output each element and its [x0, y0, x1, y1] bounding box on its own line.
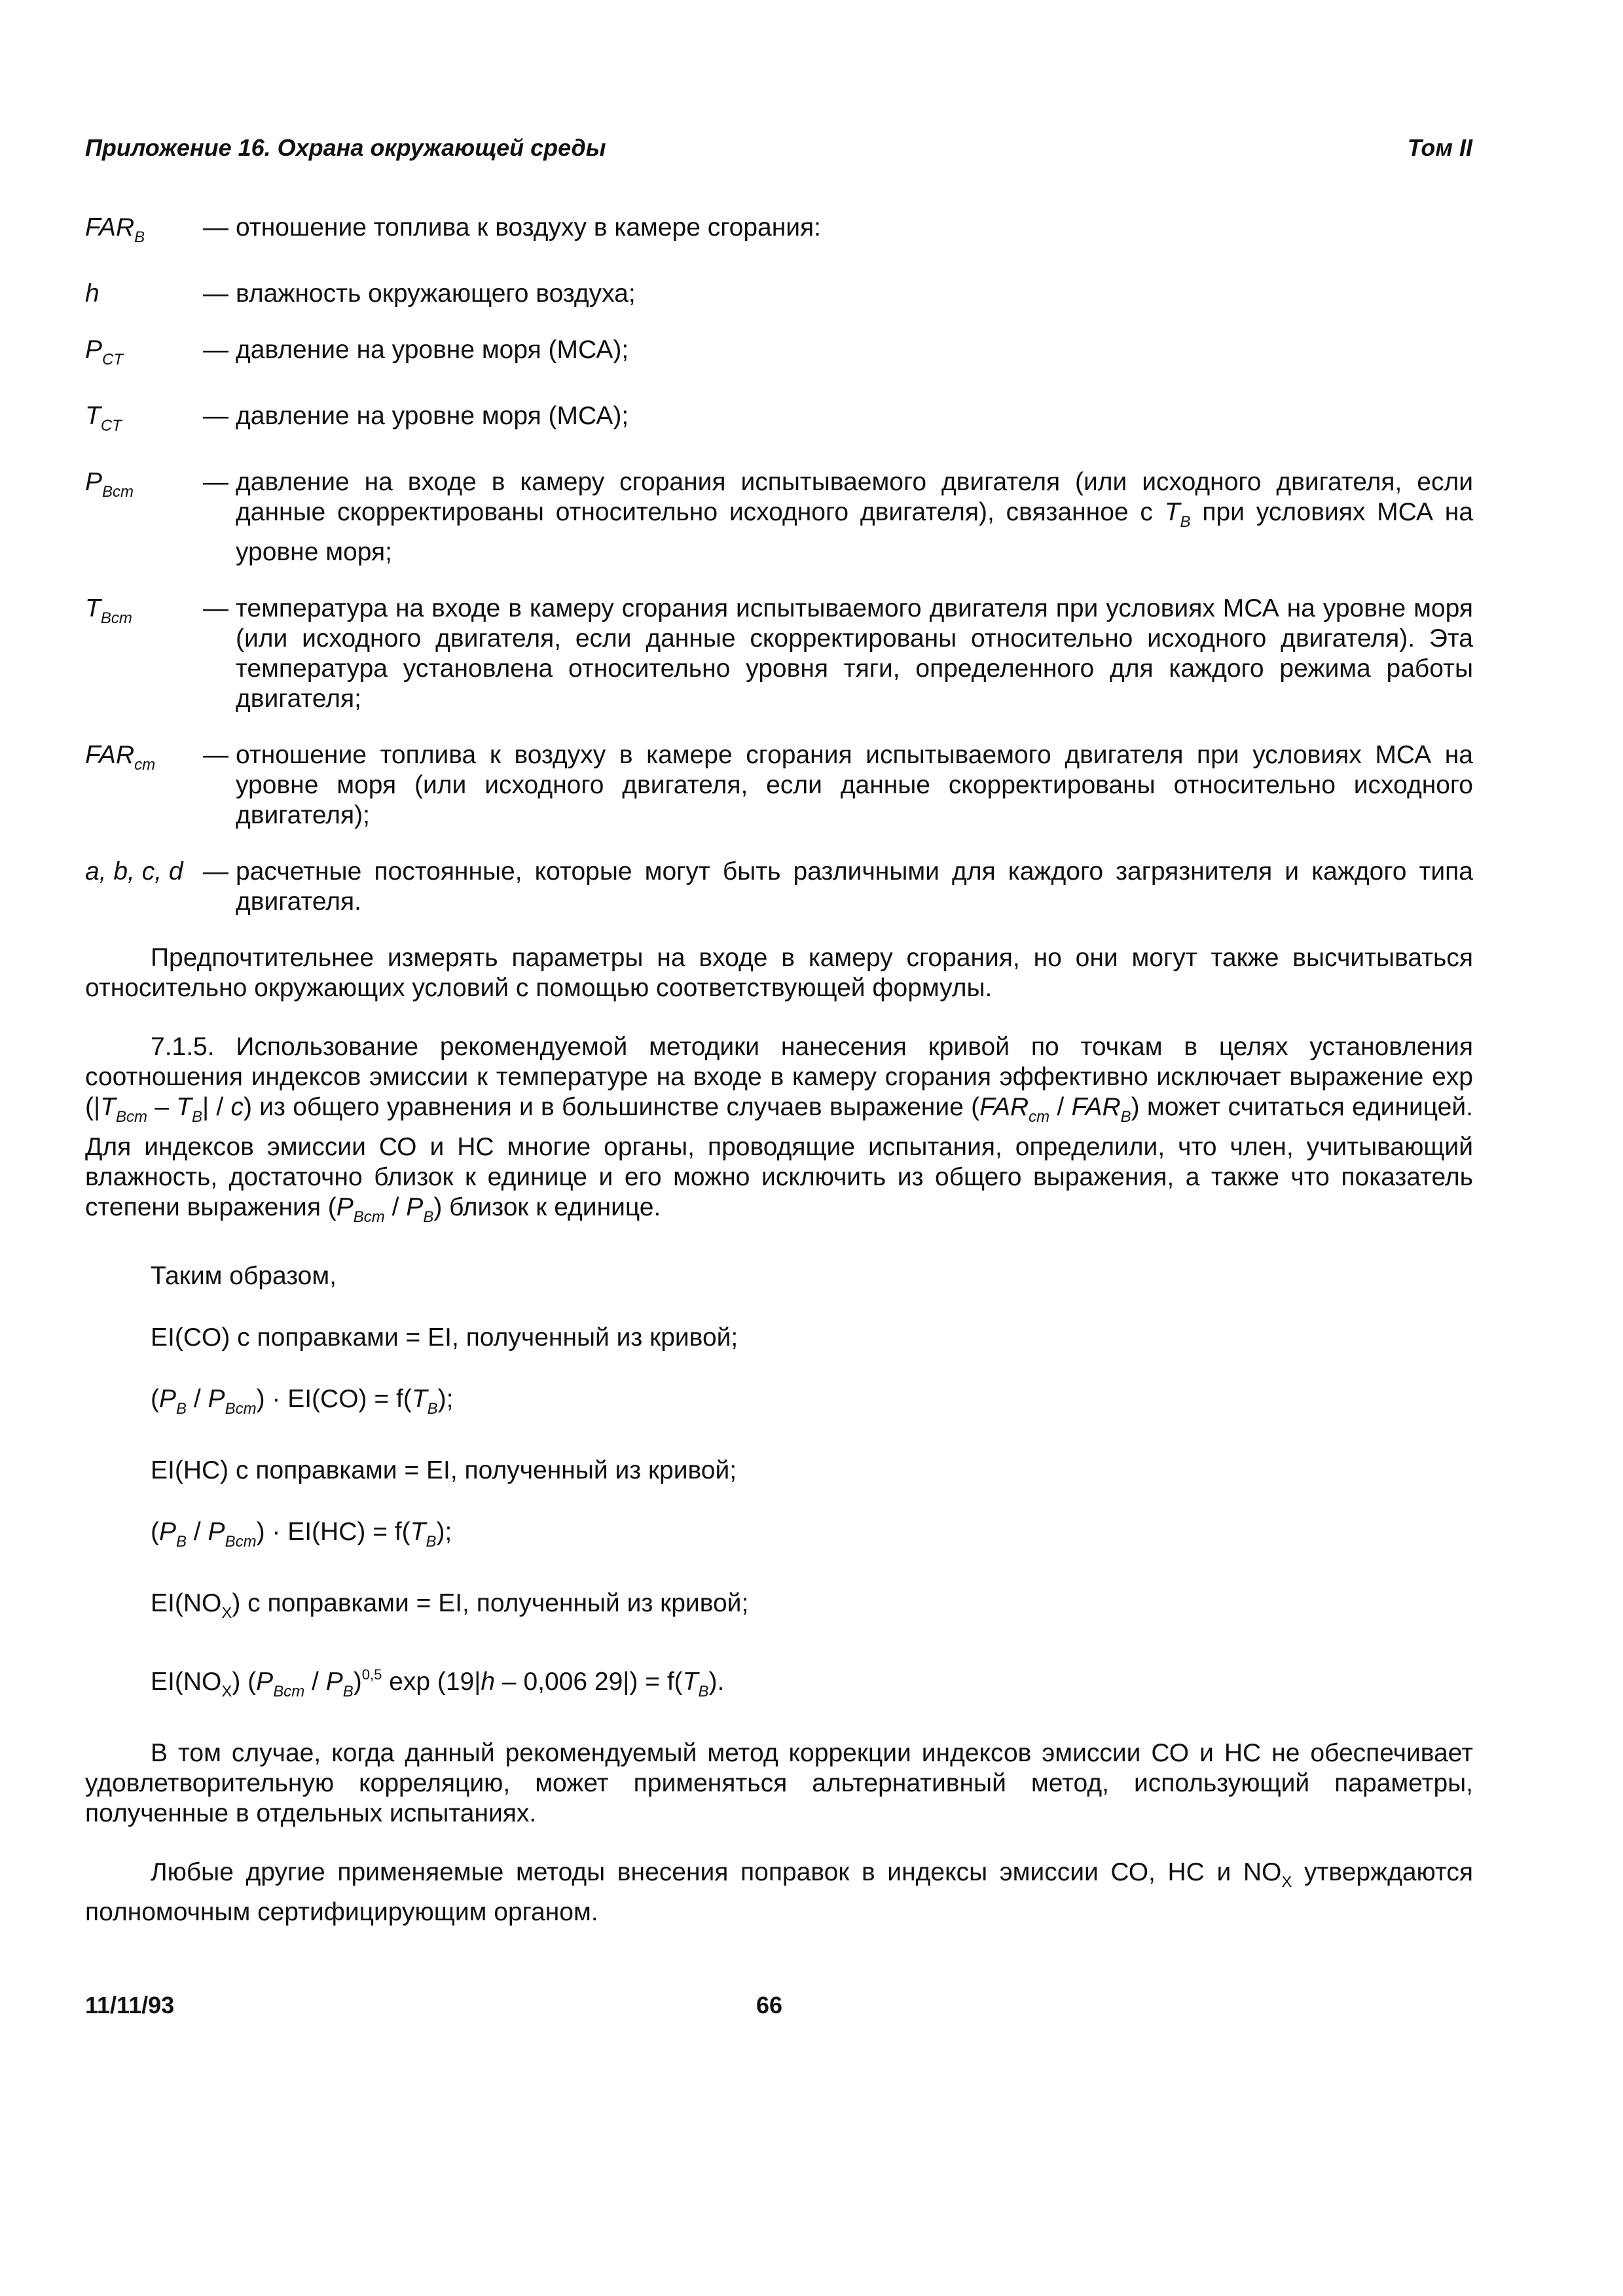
- symbol: FAR: [85, 741, 135, 769]
- symbol: FAR: [85, 213, 135, 242]
- definition-text: температура на входе в камеру сгорания испытываемого двигателя при условиях МСА на уровне моря (или исходного двигателя, если данные скорректированы относительно исходного двигателя). Эта температура установлена относительно уровня тяги, определенного для каждого режима работы двигателя;: [236, 594, 1473, 713]
- dash: —: [203, 279, 228, 308]
- dash: —: [203, 213, 228, 242]
- symbol: a, b, c, d: [85, 857, 183, 886]
- definition-text: давление на уровне моря (МСА);: [236, 402, 629, 430]
- dash: —: [203, 402, 228, 430]
- definition-text: влажность окружающего воздуха;: [236, 279, 636, 308]
- symbol: P: [85, 468, 103, 496]
- symbol-subscript: ст: [134, 756, 156, 774]
- symbol: h: [85, 279, 100, 308]
- definition-item: [85, 335, 1473, 375]
- symbol-subscript: CT: [102, 351, 124, 368]
- definition-text: давление на входе в камеру сгорания испытываемого двигателя (или исходного двигателя, если данные скорректированы относительно исходного двигателя), связанное с $T_B$ при условиях МСА на уровне моря;: [236, 468, 1474, 566]
- definition-item: [85, 740, 1473, 831]
- definition-item: [85, 594, 1473, 714]
- definition-text: отношение топлива к воздуху в камере сгорания испытываемого двигателя при условиях МСА на уровне моря (или исходного двигателя, если данные скорректированы относительно исходного двигателя);: [236, 741, 1473, 829]
- symbol-subscript: CT: [100, 417, 122, 435]
- dash: —: [203, 594, 228, 622]
- definition-item: [85, 279, 1473, 309]
- definition-item: [85, 857, 1473, 917]
- paragraph: Любые другие применяемые методы внесения поправок в индексы эмиссии СО, НС и $NO_X$ утверждаются полномочным сертифицирующим органом.: [85, 1858, 1473, 1926]
- definition-text: давление на уровне моря (МСА);: [236, 336, 629, 364]
- paragraph-7-1-5: 7.1.5. Использование рекомендуемой методики нанесения кривой по точкам в целях установления соотношения индексов эмиссии к температуре на входе в камеру сгорания эффективно исключает выражение $\exp (|T_{Bст} - T_B| / c)$ из общего уравнения и в большинстве случаев выражение $(FAR_{ст} / FAR_B)$ может считаться единицей. Для индексов эмиссии СО и НС многие органы, проводящие испытания, определили, что член, учитывающий влажность, достаточно близок к единице и его можно исключить из общего выражения, а также что показатель степени выражения $(P_{Bст} / P_B)$ близок к единице.: [85, 1033, 1473, 1226]
- symbol-subscript: Bст: [100, 609, 132, 627]
- formula: $(P_B / P_{Bст}) \cdot EI(CO) = f(T_B)$;: [151, 1385, 454, 1418]
- dash: —: [203, 741, 228, 769]
- running-header-title: Приложение 16. Охрана окружающей среды: [85, 134, 606, 161]
- dash: —: [203, 468, 228, 496]
- symbol: T: [85, 402, 101, 430]
- definition-item: [85, 213, 1473, 253]
- symbol-subscript: Bст: [102, 483, 134, 501]
- formula: $EI(NO_X)$ $(P_{Bст} / P_B)^{0,5}$ exp (19|h – 0,006 $29|) = f(T_B)$.: [151, 1666, 725, 1700]
- running-header-volume: Том II: [1407, 134, 1472, 161]
- definition-item: [85, 401, 1473, 441]
- formula: $(P_B / P_{Bст}) \cdot EI(HC) = f(T_B)$;: [151, 1518, 452, 1551]
- symbol-subscript: B: [134, 228, 145, 246]
- formula: EI(HC) с поправками = EI, полученный из кривой;: [151, 1456, 737, 1484]
- symbol: P: [85, 336, 103, 364]
- symbol: T: [85, 594, 101, 622]
- paragraph: Предпочтительнее измерять параметры на входе в камеру сгорания, но они могут также высчитываться относительно окружающих условий с помощью соответствующей формулы.: [85, 944, 1473, 1002]
- paragraph: В том случае, когда данный рекомендуемый метод коррекции индексов эмиссии СО и НС не обеспечивает удовлетворительную корреляцию, может применяться альтернативный метод, использующий параметры, полученные в отдельных испытаниях.: [85, 1739, 1473, 1827]
- definition-item: [85, 467, 1473, 567]
- paragraph: Таким образом,: [151, 1262, 337, 1290]
- definition-text: отношение топлива к воздуху в камере сгорания:: [236, 213, 821, 242]
- dash: —: [203, 336, 228, 364]
- page-body: [85, 213, 1473, 1956]
- formula: EI(CO) с поправками = EI, полученный из кривой;: [151, 1323, 739, 1352]
- dash: —: [203, 857, 228, 886]
- formula: $EI(NO_X)$ с поправками = EI, полученный из кривой;: [151, 1589, 749, 1622]
- footer-date: 11/11/93: [85, 1992, 175, 2018]
- definition-text: расчетные постоянные, которые могут быть различными для каждого загрязнителя и каждого типа двигателя.: [236, 857, 1473, 916]
- page-number: 66: [756, 1992, 783, 2018]
